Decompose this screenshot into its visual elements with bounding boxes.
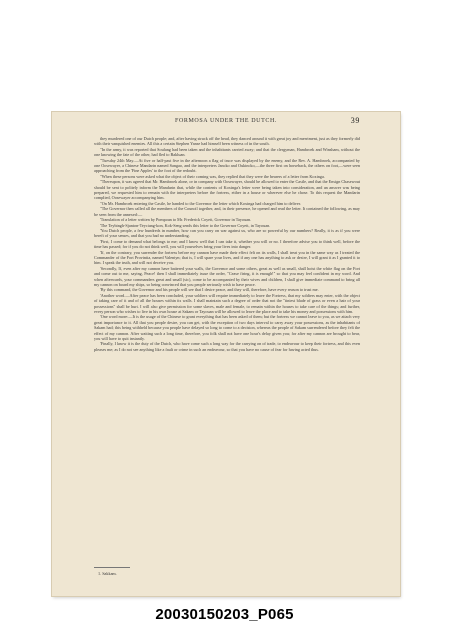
book-page <box>52 112 400 596</box>
page-header <box>52 114 400 128</box>
body-text <box>94 136 360 562</box>
footnote: 1. Sakkam. <box>98 571 117 576</box>
paragraph: "Thereupon, it was agreed that Mr. Hambroek alone, or in company with Oosewayer, should be allowed to enter the Castle, and that the Ensign Chasewout should be sent to politely inform the Mandarin that, while the contents of Koxinga's letter were being taken into consideration, and an answer was being prepared, we requested him to remain with the interpreters before the fortress, either in a house or wherever else he chose. To this request the Mandarin complied, Oosewayer accompanying him. <box>94 179 360 201</box>
paragraph: "Tuesday 24th May.—At five or half-past five in the afternoon a flag of truce was displayed by the enemy, and the Rev. A. Hambroek, accompanied by one Oosewayer, a Chinese Mandarin named Sangao, and the interpreters Jancko and Oukincko,—the three first on horseback, the others on foot,—were seen approaching from the 'Fine Apples' to the foot of the redoubt. <box>94 157 360 174</box>
paragraph: 'Secondly, If, even after my cannon have battered your walls, the Governor and some others, great as well as small, shall hoist the white flag on the Fort and come out to me, saying, Peace! then I shall immediately issue the order, "Cease firing, it is enough!" so that you may feel confident in my word. And when afterwards, your commanders great and small (sic), come to be accompanied by their wives and children, I shall give immediate command to bring all my cannon on board my ships, so being convinced that you people seriously wish to have peace. <box>94 265 360 287</box>
footnote-rule <box>94 567 130 568</box>
page-number: 39 <box>350 116 360 125</box>
paragraph: "In the army, it was reported that Soulang had been taken and the inhabitants carried away; and that the clergyman, Hambroek and Winsham, without the one knowing the fate of the other, had fled to Bakluan. <box>94 146 360 158</box>
running-head: FORMOSA UNDER THE DUTCH. <box>175 118 277 124</box>
paragraph: "On Mr. Hambroek entering the Castle, he handed to the Governor the letter which Koxinga had charged him to deliver. <box>100 200 301 206</box>
paragraph: 'Another word.—After peace has been concluded, your soldiers will require immediately to leave the Fortress, that my soldiers may enter, with the object of taking care of it and of all the houses within its walls. I shall maintain such a degree of order that not the "tiniest blade of grass or even a hair of your possessions" shall be hurt. I will also give permission for some slaves, male and female, to remain within the houses to take care of the things; and further, every person who wishes to live in his own house at Sakam or Tayouan will be allowed to leave the place and to take his money and possessions with him. <box>94 292 360 314</box>
paragraph: 'Finally, I know it is the duty of the Dutch, who have come such a long way for the carrying on of trade, to endeavour to keep their fortress, and this even pleases me; as I do not see anything like a fault or crime in such an endeavour, so that you have no cause of fear for having acted thus. <box>94 341 360 352</box>
paragraph: 'One word more:—It is the usage of the Chinese to grant everything that has been asked of them; but the fortress we cannot leave to you, as we attach very great importance to it. All that you people desire, you can get, with the exception of two days interval to carry away your possessions, as the inhabitants of Sakam had; this being withheld because you people have delayed so long to come to a decision, whereas the people of Sakam surrendered before they felt the effect of my cannon. After waiting such a long time, therefore, you folk shall not have one hour's delay given you; for after my cannon are brought to bear, you will have to quit instantly. <box>94 314 360 342</box>
paragraph: "The Governor then called all the members of the Council together, and, in their presence, he opened and read the letter. It contained the following, as may be seen from the annexed:— <box>94 206 360 217</box>
paragraph: they murdered one of our Dutch people; and, after having struck off the head, they danced around it with great joy and merriment, just as they formerly did with their vanquished enemies. All this a certain Stephen Yanse had himself been witness of in the south. <box>94 136 360 147</box>
paragraph: 'If, on the contrary, you surrender the fortress before my cannon have made their effect felt on its walls, I shall treat you in the same way as I treated the Commander of the Fort Provintia, named Valentyn; that is, I will spare your lives, and if any one has anything to ask or desire, I will grant it as I granted it to him. I speak the truth, and will not deceive you. <box>94 249 360 266</box>
paragraph: 'By this command, the Governor and his people will see that I desire peace, and they will, therefore, have every reason to trust me. <box>100 287 319 293</box>
paragraph: 'The Teybingh-Sjanton-Teyciang-kon, Kok-Seng sends this letter to the Governor Coyett, in Tayouan. <box>100 222 271 228</box>
paragraph: 'First, I come to demand what belongs to me; and I know well that I can take it, whether you will or no. I therefore advise you to think well, before the time has passed; for if you do not think well, you will yourselves bring your lives into danger. <box>94 238 360 250</box>
paragraph: 'You Dutch people, a few hundreds in number, how can you carry on war against us, who are so powerful by our numbers? Really, it is as if you were bereft of your senses, and that you had no understanding. <box>94 227 360 239</box>
paragraph: "When these persons were asked what the object of their coming was, they replied that they were the bearers of a letter from Koxinga. <box>100 173 325 179</box>
paragraph: 'Translation of a letter written by Pompoan to Mr. Frederick Coyett, Governor in Tayouan. <box>100 217 252 223</box>
image-caption: 20030150203_P065 <box>155 606 294 623</box>
